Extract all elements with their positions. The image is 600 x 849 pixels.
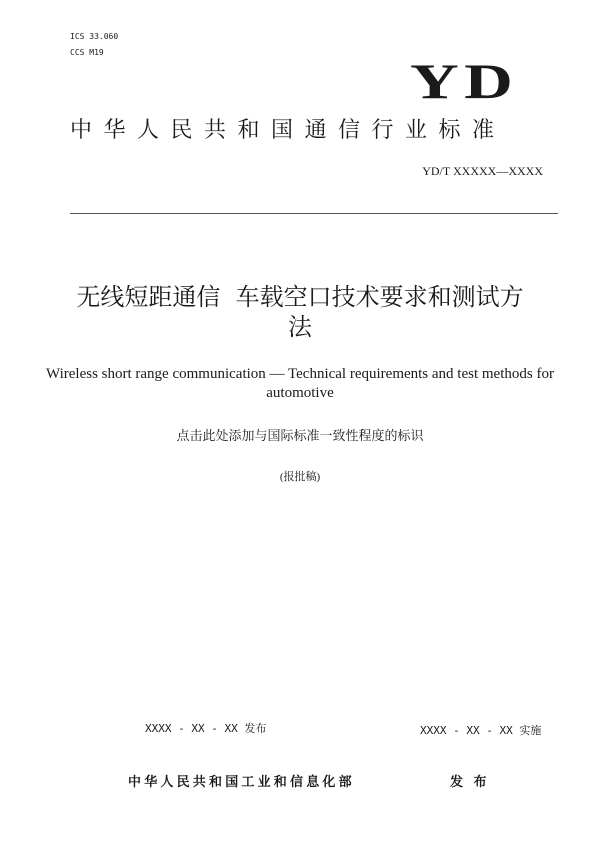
yd-logo: YD xyxy=(410,53,519,109)
ics-code: ICS 33.060 xyxy=(70,32,119,41)
header-divider xyxy=(70,213,558,214)
issuing-authority: 中华人民共和国工业和信息化部 xyxy=(128,775,355,790)
implementation-date: XXXX - XX - XX 实施 xyxy=(420,724,542,737)
standard-number: YD/T XXXXX—XXXX xyxy=(422,164,543,178)
title-en-line2: automotive xyxy=(266,385,334,401)
title-cn-line1: 无线短距通信 车载空口技术要求和测试方 xyxy=(76,283,524,311)
issue-date: XXXX - XX - XX 发布 xyxy=(145,722,267,735)
title-cn-line2: 法 xyxy=(288,313,312,341)
industry-standard-heading: 中华人民共和国通信行业标准 xyxy=(70,118,506,143)
consistency-placeholder[interactable]: 点击此处添加与国际标准一致性程度的标识 xyxy=(176,428,424,443)
ccs-code: CCS M19 xyxy=(70,48,104,57)
document-title-en xyxy=(40,365,560,403)
draft-status: (报批稿) xyxy=(279,471,321,483)
title-en-line1: Wireless short range communication — Technical requirements and test methods for xyxy=(46,366,554,382)
document-title-cn xyxy=(60,282,540,342)
issue-label: 发 布 xyxy=(450,775,490,790)
